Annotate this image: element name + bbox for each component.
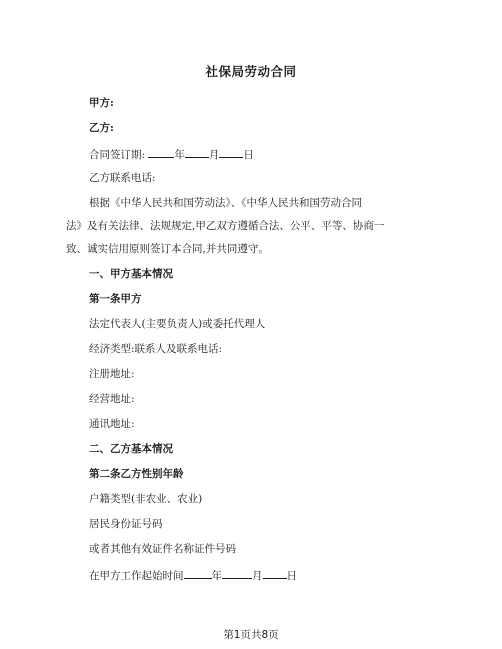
section2-id-card: 居民身份证号码 <box>89 518 163 530</box>
section2-start-work-line <box>89 567 297 583</box>
sign-date-month-blank <box>185 146 209 158</box>
intro-line-3: 致、诚实信用原则签订本合同,并共同遵守。 <box>66 243 269 255</box>
start-work-month-blank <box>222 567 252 579</box>
section1-heading: 一、甲方基本情况 <box>89 268 173 280</box>
section1-representative: 法定代表人(主要负责人)或委托代理人 <box>89 318 266 330</box>
start-work-day-unit: 日 <box>286 570 297 582</box>
start-work-year-unit: 年 <box>211 570 222 582</box>
section1-registered-address: 注册地址: <box>89 368 135 380</box>
sign-date-day-blank <box>219 146 243 158</box>
start-work-day-blank <box>263 567 287 579</box>
section2-other-id: 或者其他有效证件名称证件号码 <box>89 543 236 555</box>
sign-date-line <box>89 146 254 162</box>
section2-article: 第二条乙方性别年龄 <box>89 468 184 480</box>
sign-date-day-unit: 日 <box>243 149 254 161</box>
section1-business-address: 经营地址: <box>89 393 135 405</box>
page-indicator: 第1页共8页 <box>223 629 279 641</box>
intro-line-1: 根据《中华人民共和国劳动法》、《中华人民共和国劳动合同 <box>89 197 362 209</box>
start-work-label: 在甲方工作起始时间 <box>89 570 184 582</box>
section1-economic-type: 经济类型:联系人及联系电话: <box>89 343 223 355</box>
party-a-label: 甲方: <box>89 97 114 109</box>
party-b-label: 乙方: <box>89 122 114 134</box>
section2-hukou-type: 户籍类型(非农业、农业) <box>89 493 203 505</box>
sign-date-year-blank <box>148 146 174 158</box>
sign-date-year-unit: 年 <box>174 149 185 161</box>
start-work-year-blank <box>184 567 212 579</box>
party-b-phone: 乙方联系电话: <box>89 172 156 184</box>
section1-article: 第一条甲方 <box>89 293 142 305</box>
section1-mailing-address: 通讯地址: <box>89 418 135 430</box>
intro-line-2: 法》及有关法律、法规规定,甲乙双方遵循合法、公平、平等、协商一 <box>66 220 385 232</box>
sign-date-label: 合同签订期: <box>89 149 146 161</box>
start-work-month-unit: 月 <box>252 570 263 582</box>
sign-date-month-unit: 月 <box>208 149 220 161</box>
document-title: 社保局劳动合同 <box>205 64 297 79</box>
section2-heading: 二、乙方基本情况 <box>89 443 173 455</box>
